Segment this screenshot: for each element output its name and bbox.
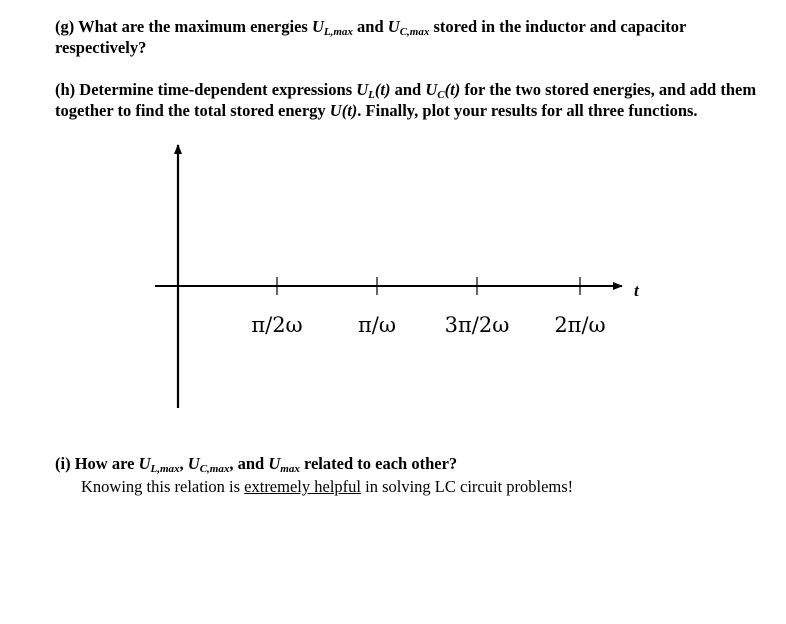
symbol-u-max: $U_{max}$ <box>268 454 300 475</box>
x-tick-label-2: π/ω <box>357 313 397 337</box>
x-tick-label-3: 3π/2ω <box>444 313 510 337</box>
symbol-u-c-max-i: $U_{C,max}$ <box>187 454 230 475</box>
note-text-a: Knowing this relation is <box>81 477 241 496</box>
question-i: (i) How are $U_{L,max}$, $U_{C,max}$, and $U_{max}$ related to each other? <box>55 454 458 475</box>
question-g-text-b: stored in the inductor and capacitor respectively? <box>55 17 687 57</box>
x-tick-label-1: π/2ω <box>251 313 303 337</box>
question-h-label: (h) <box>55 80 76 99</box>
question-g-label: (g) <box>55 17 75 36</box>
question-h-text-a: Determine time-dependent expressions <box>79 80 353 99</box>
note-text-b: in solving LC circuit problems! <box>365 477 574 496</box>
x-axis-label: t <box>634 281 639 300</box>
question-h-text-b: for the two stored energies, and add them together to find the total stored energy <box>55 80 757 120</box>
question-g-and: and <box>357 17 384 36</box>
question-i-note <box>81 477 573 497</box>
symbol-u-l-max-i: $U_{L,max}$ <box>138 454 180 475</box>
question-h-text-c: . Finally, plot your results for all three functions. <box>357 100 698 120</box>
note-underlined: extremely helpful <box>244 477 361 496</box>
question-h-and: and <box>394 80 422 99</box>
question-i-label: (i) <box>55 454 71 473</box>
question-i-text-a: How are <box>74 454 135 473</box>
x-tick-label-4: 2π/ω <box>554 313 606 337</box>
symbol-u-l-t: $U_L(t)$ <box>356 80 391 101</box>
symbol-u-l-max: $U_{L,max}$ <box>311 17 353 38</box>
symbol-u-c-max: $U_{C,max}$ <box>387 17 430 38</box>
question-g-text-a: What are the maximum energies <box>78 17 308 36</box>
question-i-text-b: related to each other? <box>303 454 458 473</box>
symbol-u-total: U(t) <box>329 100 358 120</box>
symbol-u-c-t: $U_C(t)$ <box>425 80 461 101</box>
